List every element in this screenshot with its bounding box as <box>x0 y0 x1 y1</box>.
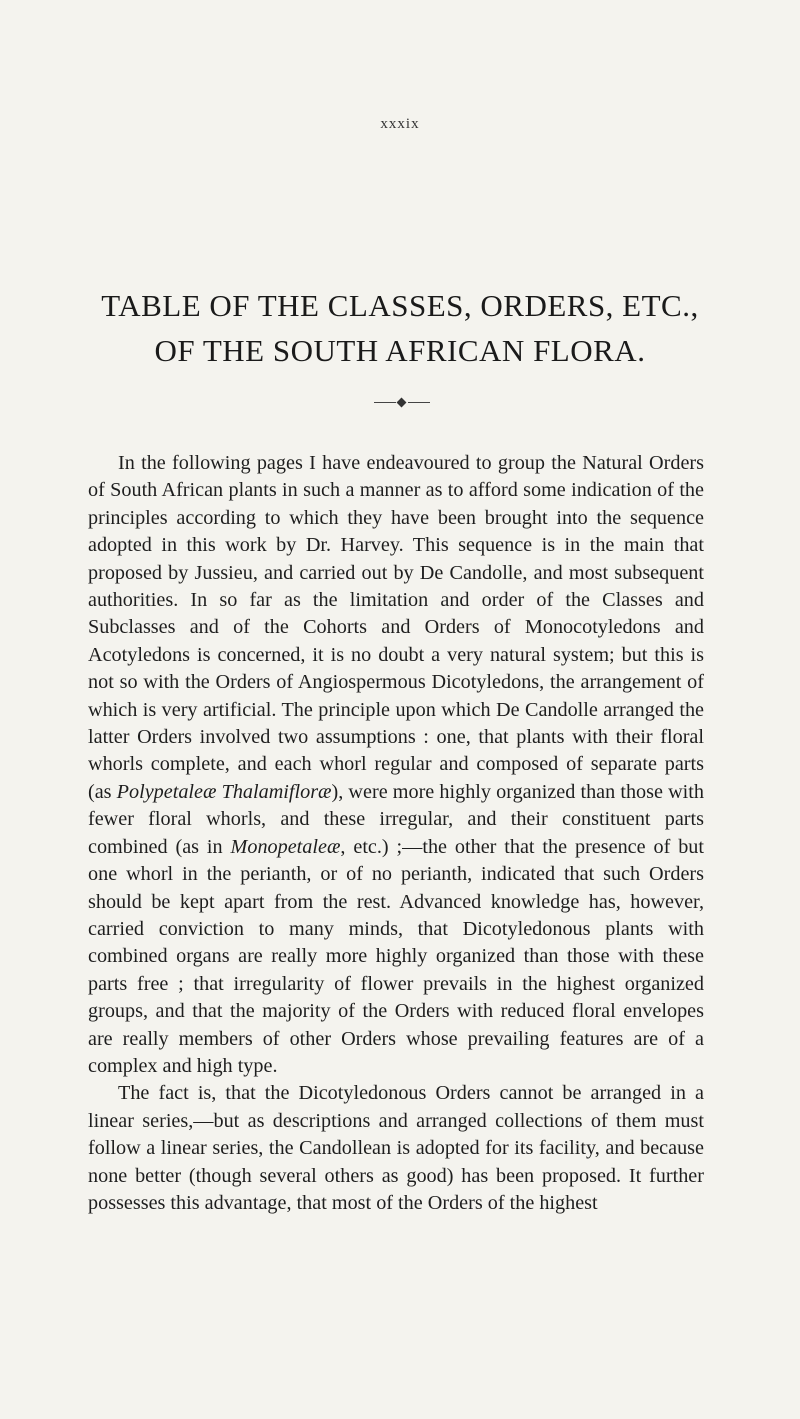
diamond-icon <box>397 398 407 408</box>
paragraph-2: The fact is, that the Dicotyledonous Orders cannot be arranged in a linear series,—but as descriptions and arranged collections of them must follow a linear series, the Candollean is adopted for its facility, and because none better (though several others as good) has been proposed. It further possesses this advantage, that most of the Orders of the highest <box>88 1082 704 1214</box>
paragraph-1-italic-2: Monopetaleæ <box>230 835 341 858</box>
divider-rule-left <box>374 402 396 403</box>
paragraph-1-text-1: In the following pages I have endeavoured to group the Natural Orders of South African plants in such a manner as to afford some indication of the principles according to which they have been brought into the sequence adopted in this work by Dr. Harvey. This sequence is in the main that proposed by Jussieu, and carried out by De Candolle, and most subsequent authorities. In so far as the limitation and order of the Classes and Subclasses and of the Cohorts and Orders of Monocotyledons and Acotyledons is concerned, it is no doubt a very natural system; but this is not so with the Orders of Angiospermous Dicotyledons, the arrangement of which is very artificial. The principle upon which De Candolle arranged the latter Orders involved two assumptions : one, that plants with their floral whorls complete, and each whorl regular and composed of separate parts (as <box>88 452 704 803</box>
paragraph-1-text-2: ), were more highly organized than those with fewer floral whorls, and these irregular, and their constituent parts combined (as in <box>88 780 704 858</box>
divider-rule-right <box>408 402 430 403</box>
paragraph-1-text-3: , etc.) ;—the other that the presence of but one whorl in the perianth, or of no perianth, indicated that such Orders should be kept apart from the rest. Advanced knowledge has, however, carried conviction to many minds, that Dicotyledonous plants with combined organs are really more highly organized than those with these parts free ; that irregularity of flower prevails in the highest organized groups, and that the majority of the Orders with reduced floral envelopes are really members of other Orders whose prevailing features are of a complex and high type. <box>88 835 704 1077</box>
page-title-line-2: OF THE SOUTH AFRICAN FLORA. <box>154 333 646 368</box>
body-text <box>88 450 704 1217</box>
page-number: xxxix <box>380 116 420 132</box>
paragraph-1 <box>88 450 704 1080</box>
page-title-line-1: TABLE OF THE CLASSES, ORDERS, ETC., <box>101 288 699 323</box>
paragraph-1-italic-1: Polypetaleæ Thalamifloræ <box>116 780 332 803</box>
page-title <box>60 283 740 373</box>
title-divider-ornament <box>374 398 430 408</box>
